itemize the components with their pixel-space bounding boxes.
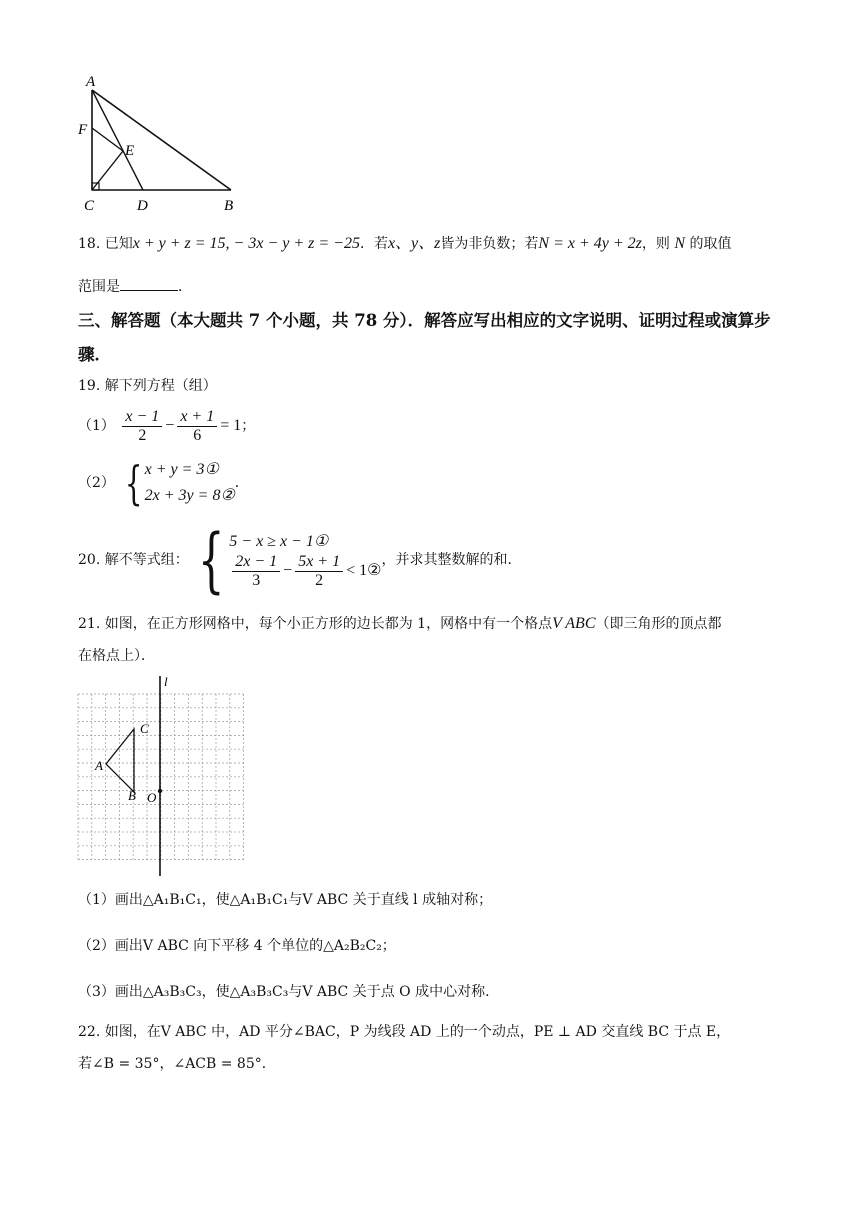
inequality-1: 5 − x ≥ x − 1① [229, 532, 329, 550]
equation-1: x + y = 3① [144, 461, 219, 478]
question-number: 20. [78, 552, 101, 568]
label-c: C [140, 721, 149, 736]
question-22-line1 [78, 1022, 730, 1042]
q21-text: （即三角形的顶点都 [595, 616, 722, 632]
question-21-line2: 在格点上）． [78, 648, 155, 664]
numerator: 5x + 1 [295, 553, 343, 572]
triangle-figure-17 [70, 70, 250, 220]
q20-title: 解不等式组： [104, 552, 189, 568]
label-o: O [147, 790, 157, 805]
question-number: 21. [78, 616, 101, 632]
question-19-title [78, 376, 217, 396]
fraction [295, 553, 343, 590]
q20-tail: ，并求其整数解的和． [381, 552, 522, 568]
denominator: 2 [315, 571, 324, 589]
q18-text: 的取值 [689, 236, 732, 252]
numerator: 2x − 1 [232, 553, 280, 572]
label-a: A [86, 74, 96, 90]
operator: − [165, 417, 175, 434]
segment-ce [92, 151, 123, 190]
segment-ab [92, 90, 231, 190]
q18-text: ． [178, 279, 192, 295]
question-21-part1: （1）画出△A₁B₁C₁，使△A₁B₁C₁与V ABC 关于直线 l 成轴对称； [78, 892, 493, 908]
triangle-label: V ABC [552, 615, 596, 632]
q21-text: 如图，在正方形网格中，每个小正方形的边长都为 1，网格中有一个格点 [104, 616, 553, 632]
label-l: l [164, 674, 168, 689]
section-heading: 三、解答题（本大题共 7 个小题，共 78 分）．解答应写出相应的文字说明、证明过程或演算步骤． [78, 311, 771, 364]
q18-text: 皆为非负数；若 [440, 236, 539, 252]
punct: ； [241, 418, 256, 434]
label-b: B [224, 198, 234, 214]
q22-text: 如图，在V ABC 中，AD 平分∠BAC，P 为线段 AD 上的一个动点，PE ⊥ AD 交直线 BC 于点 E， [104, 1024, 731, 1040]
denominator: 2 [138, 426, 147, 444]
q18-variables: x、y、z [387, 235, 441, 252]
label-e: E [125, 143, 135, 159]
label-d: D [137, 198, 148, 214]
left-brace: { [125, 456, 143, 510]
q18-n: N [674, 235, 686, 252]
part-label: （2） [78, 475, 115, 491]
label-c: C [84, 198, 95, 214]
question-21-line1 [78, 614, 722, 634]
segment-ad [92, 90, 143, 190]
grid [78, 694, 244, 860]
question-21-part2: （2）画出V ABC 向下平移 4 个单位的△A₂B₂C₂； [78, 938, 396, 954]
label-f: F [78, 122, 88, 138]
numerator: x + 1 [177, 408, 217, 427]
rhs: < 1② [346, 561, 382, 579]
inequality-system [229, 531, 381, 590]
q18-text: ，则 [641, 236, 670, 252]
equation-system [145, 457, 235, 509]
q18-text: 范围是 [78, 279, 120, 295]
question-22-line2: 若∠B = 35°，∠ACB = 85°． [78, 1056, 276, 1072]
question-19-part2 [78, 456, 249, 510]
q18-text: ．若 [359, 236, 388, 252]
fraction [232, 553, 280, 590]
q18-n-definition: N = x + 4y + 2z [538, 235, 642, 252]
q19-title: 解下列方程（组） [104, 378, 217, 394]
grid-figure-21 [76, 672, 248, 878]
triangle-abc [106, 729, 134, 792]
label-a: A [95, 758, 103, 773]
q18-text: 已知 [104, 236, 133, 252]
question-19-part1 [78, 406, 255, 446]
question-18-line1 [78, 234, 731, 254]
question-number: 22. [78, 1024, 101, 1040]
question-21-part3: （3）画出△A₃B₃C₃，使△A₃B₃C₃与V ABC 关于点 O 成中心对称． [78, 984, 500, 1000]
punct: ． [234, 475, 249, 491]
point-o [158, 789, 162, 793]
segment-fe [92, 128, 123, 151]
question-number: 19. [78, 378, 101, 394]
rhs: = 1 [220, 417, 242, 434]
denominator: 6 [193, 426, 202, 444]
fraction [122, 408, 162, 445]
q18-equations: x + y + z = 15, − 3x − y + z = −25 [132, 235, 360, 252]
question-20 [78, 519, 522, 601]
part-label: （1） [78, 418, 115, 434]
answer-blank[interactable] [120, 276, 178, 291]
label-b: B [128, 788, 136, 803]
denominator: 3 [252, 571, 261, 589]
equation-2: 2x + 3y = 8② [144, 487, 235, 504]
question-number: 18. [78, 236, 101, 252]
operator: − [283, 561, 293, 579]
numerator: x − 1 [122, 408, 162, 427]
fraction [177, 408, 217, 445]
left-brace: { [197, 519, 225, 601]
question-18-line2 [78, 276, 192, 297]
